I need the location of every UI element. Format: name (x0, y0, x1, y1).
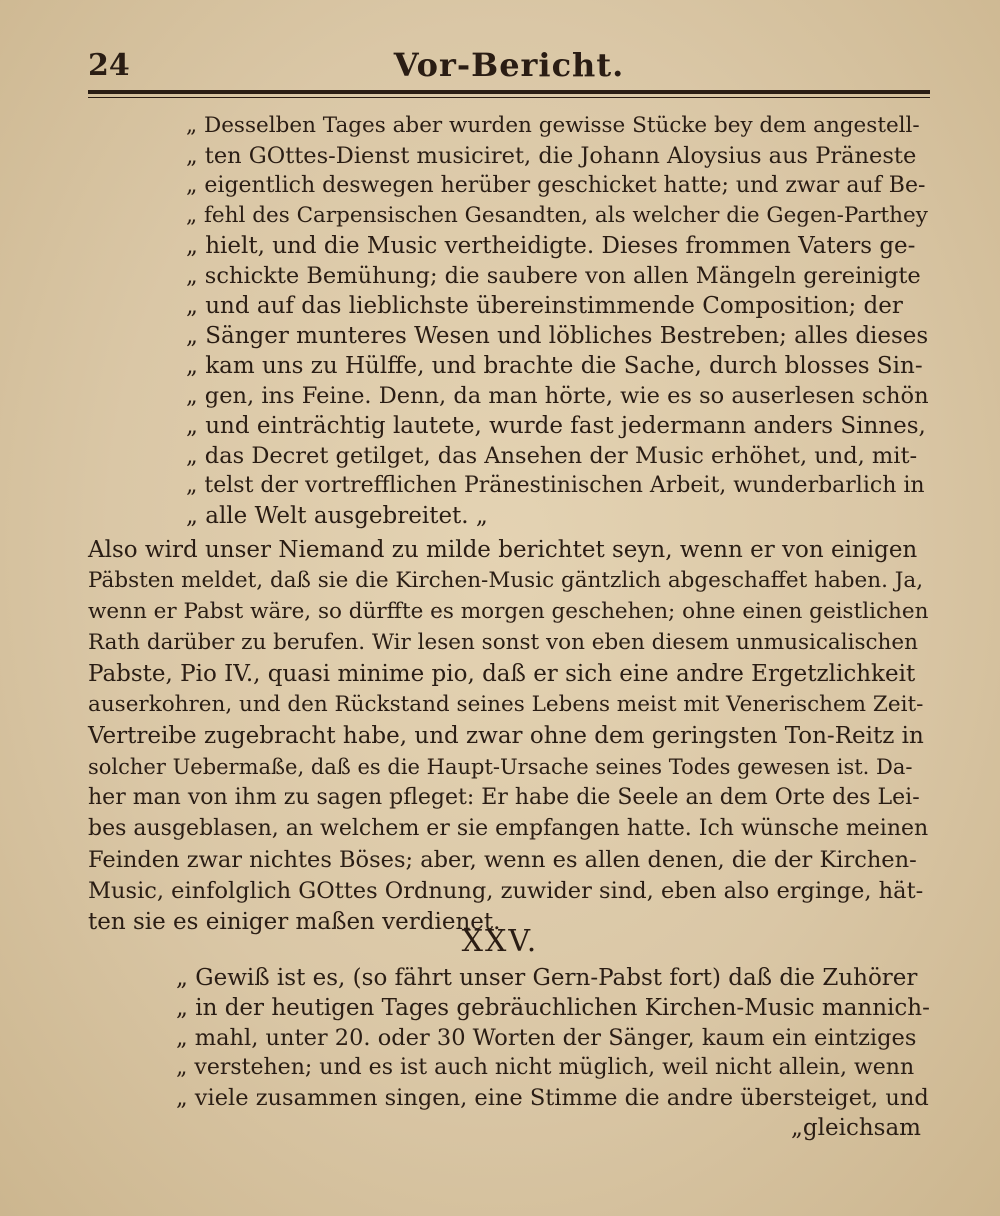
text-line: Päbsten meldet, daß sie die Kirchen-Music gäntzlich abgeschaffet haben. Ja, (88, 568, 924, 593)
text-line: Also wird unser Niemand zu milde berichtet seyn, wenn er von einigen (88, 537, 918, 563)
text-line: „ und auf das lieblichste übereinstimmende Composition; der (186, 293, 903, 319)
text-line: „ fehl des Carpensischen Gesandten, als welcher die Gegen-Parthey (186, 203, 928, 228)
header-rule (88, 90, 930, 94)
text-line: her man von ihm zu sagen pfleget: Er habe die Seele an dem Orte des Lei- (88, 785, 920, 810)
text-line: „ verstehen; und es ist auch nicht müglich, weil nicht allein, wenn (176, 1055, 915, 1080)
text-line: Pabste, Pio IV., quasi minime pio, daß er sich eine andre Ergetzlichkeit (88, 661, 916, 687)
text-line: auserkohren, und den Rückstand seines Lebens meist mit Venerischem Zeit- (88, 692, 924, 717)
text-line: „ und einträchtig lautete, wurde fast jedermann anders Sinnes, (186, 413, 926, 439)
catchword: „gleichsam (791, 1115, 921, 1141)
text-line: „ das Decret getilget, das Ansehen der Music erhöhet, und, mit- (186, 443, 918, 469)
header-rule-thin (88, 97, 930, 98)
text-line: „ gen, ins Feine. Denn, da man hörte, wie es so auserlesen schön (186, 383, 929, 409)
text-line: Music, einfolglich GOttes Ordnung, zuwider sind, eben also erginge, hät- (88, 878, 924, 904)
text-line: „ Gewiß ist es, (so fährt unser Gern-Pabst fort) daß die Zuhörer (176, 965, 918, 991)
text-line: solcher Uebermaße, daß es die Haupt-Ursache seines Todes gewesen ist. Da- (88, 755, 913, 779)
text-line: „ Desselben Tages aber wurden gewisse Stücke bey dem angestell- (186, 113, 920, 138)
running-title: Vor-Bericht. (393, 46, 625, 84)
page-header (88, 44, 930, 84)
text-line: „ alle Welt ausgebreitet. „ (186, 503, 488, 529)
text-line: „ mahl, unter 20. oder 30 Worten der Sänger, kaum ein eintziges (176, 1025, 917, 1051)
text-line: wenn er Pabst wäre, so dürffte es morgen geschehen; ohne einen geistlichen (88, 599, 929, 624)
text-line: „ telst der vortrefflichen Pränestinischen Arbeit, wunderbarlich in (186, 473, 925, 498)
text-line: „ viele zusammen singen, eine Stimme die andre übersteiget, und (176, 1085, 929, 1111)
text-line: Feinden zwar nichtes Böses; aber, wenn es allen denen, die der Kirchen- (88, 847, 917, 873)
text-line: Rath darüber zu berufen. Wir lesen sonst von eben diesem unmusicalischen (88, 630, 918, 655)
section-heading: XXV. (461, 924, 539, 959)
text-line: „ in der heutigen Tages gebräuchlichen Kirchen-Music mannich- (176, 995, 930, 1021)
text-line: Vertreibe zugebracht habe, und zwar ohne dem geringsten Ton-Reitz in (88, 723, 924, 749)
text-line: „ schickte Bemühung; die saubere von allen Mängeln gereinigte (186, 263, 921, 289)
text-line: „ hielt, und die Music vertheidigte. Dieses frommen Vaters ge- (186, 233, 916, 259)
text-line: „ ten GOttes-Dienst musiciret, die Johann Aloysius aus Präneste (186, 143, 917, 169)
page-number: 24 (88, 48, 130, 83)
text-line: „ kam uns zu Hülffe, und brachte die Sache, durch blosses Sin- (186, 353, 923, 379)
text-line: bes ausgeblasen, an welchem er sie empfangen hatte. Ich wünsche meinen (88, 816, 929, 841)
text-line: ten sie es einiger maßen verdienet. (88, 909, 501, 935)
text-line: „ eigentlich deswegen herüber geschicket hatte; und zwar auf Be- (186, 173, 926, 198)
text-line: „ Sänger munteres Wesen und löbliches Bestreben; alles dieses (186, 323, 929, 349)
